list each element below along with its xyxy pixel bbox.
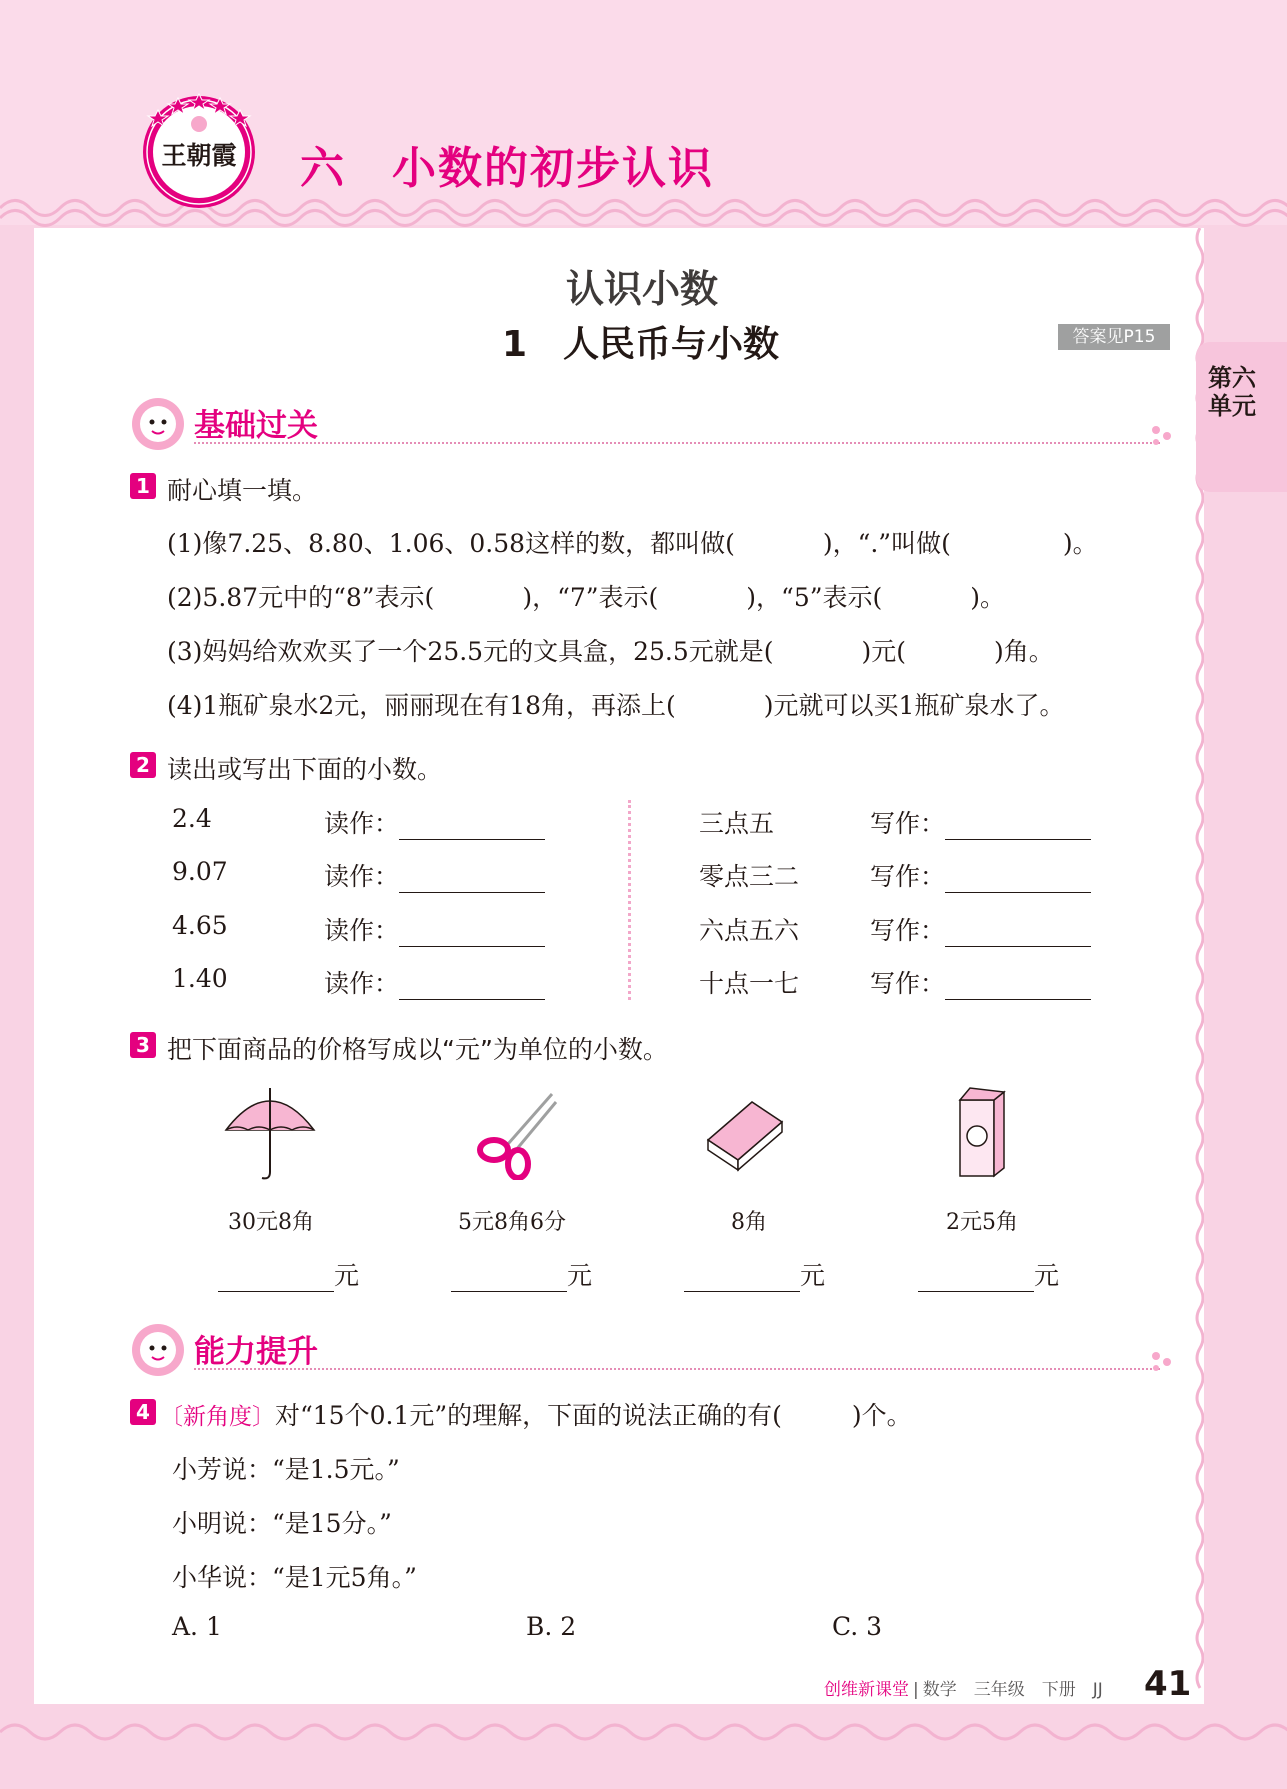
- section-title: 认识小数: [566, 267, 719, 311]
- answer-blank-3[interactable]: [684, 1265, 800, 1292]
- q2-read-row-3: [324, 911, 545, 947]
- scissors-icon: [476, 1088, 560, 1180]
- yuan-unit: 元: [334, 1261, 360, 1290]
- q1-item-4-text-a: (4)1瓶矿泉水2元，丽丽现在有18角，再添上(: [167, 691, 676, 720]
- q2-read-blank-1[interactable]: [399, 813, 545, 840]
- q2-write-blank-3[interactable]: [945, 920, 1091, 947]
- unit-title: 六 小数的初步认识: [300, 143, 714, 194]
- q2-read-number-2: 9.07: [172, 857, 228, 886]
- yuan-unit: 元: [800, 1261, 826, 1290]
- q4-stem-b: )个。: [851, 1401, 912, 1430]
- footer-text: 创维新课堂 | 数学 三年级 下册 JJ: [824, 1680, 1103, 1700]
- answer-reference: 答案见P15: [1058, 324, 1170, 350]
- question-1-title: 耐心填一填。: [167, 476, 318, 505]
- yuan-unit: 元: [567, 1261, 593, 1290]
- price-milk: 2元5角: [946, 1210, 1018, 1235]
- unit-side-tab: [1196, 342, 1287, 492]
- part1-title: 基础过关: [194, 408, 318, 444]
- price-umbrella: 30元8角: [228, 1210, 314, 1235]
- boy-avatar-icon: [128, 1320, 190, 1376]
- q2-write-row-3: [870, 911, 1091, 947]
- q1-item-2-text-c: )，“5”表示(: [746, 583, 883, 612]
- q2-read-blank-3[interactable]: [399, 920, 545, 947]
- answer-row-1: [218, 1256, 359, 1292]
- new-angle-tag: 〔新角度〕: [160, 1404, 275, 1430]
- q1-item-1-text-a: (1)像7.25、8.80、1.06、0.58这样的数，都叫做(: [167, 529, 735, 558]
- q2-read-blank-4[interactable]: [399, 973, 545, 1000]
- question-1-number: 1: [130, 473, 156, 499]
- q2-write-words-3: 六点五六: [699, 916, 800, 945]
- eraser-icon: [702, 1094, 788, 1174]
- answer-blank-1[interactable]: [218, 1265, 334, 1292]
- q1-item-2: [167, 578, 1005, 614]
- q1-item-3-text-c: )角。: [994, 637, 1054, 666]
- footer-brand: 创维新课堂: [824, 1680, 909, 1700]
- q1-item-1-text-b: )，“.”叫做(: [822, 529, 951, 558]
- q2-read-number-1: 2.4: [172, 804, 212, 833]
- milk-carton-icon: [954, 1084, 1010, 1182]
- umbrella-icon: [222, 1082, 318, 1184]
- statement-xiaoming: 小明说：“是15分。”: [172, 1509, 392, 1538]
- q2-read-row-1: [324, 804, 545, 840]
- question-3-title: 把下面商品的价格写成以“元”为单位的小数。: [167, 1035, 668, 1064]
- q2-read-row-2: [324, 857, 545, 893]
- answer-blank-4[interactable]: [918, 1265, 1034, 1292]
- write-label: 写作：: [870, 809, 946, 838]
- read-label: 读作：: [324, 862, 400, 891]
- logo-text: 王朝霞: [161, 141, 237, 170]
- part1-divider: [194, 442, 1160, 444]
- answer-row-4: [918, 1256, 1059, 1292]
- q2-write-blank-4[interactable]: [945, 973, 1091, 1000]
- q2-write-row-4: [870, 964, 1091, 1000]
- q2-write-words-4: 十点一七: [699, 969, 800, 998]
- read-label: 读作：: [324, 809, 400, 838]
- answer-row-3: [684, 1256, 825, 1292]
- brand-logo: [138, 88, 260, 210]
- q2-write-row-2: [870, 857, 1091, 893]
- footer-wave: [0, 1718, 1287, 1758]
- dots-decoration-icon: [1148, 422, 1174, 448]
- q1-item-2-text-b: )，“7”表示(: [522, 583, 659, 612]
- dots-decoration-icon: [1148, 1348, 1174, 1374]
- q2-write-row-1: [870, 804, 1091, 840]
- girl-avatar-icon: [128, 394, 190, 450]
- yuan-unit: 元: [1034, 1261, 1060, 1290]
- question-2-title: 读出或写出下面的小数。: [167, 755, 443, 784]
- question-4-stem: [160, 1396, 912, 1432]
- option-a[interactable]: A. 1: [172, 1612, 222, 1641]
- part2-title: 能力提升: [194, 1334, 318, 1370]
- answer-row-2: [451, 1256, 592, 1292]
- statement-xiaohua: 小华说：“是1元5角。”: [172, 1563, 417, 1592]
- read-label: 读作：: [324, 969, 400, 998]
- q2-read-row-4: [324, 964, 545, 1000]
- q2-column-divider: [628, 800, 631, 1000]
- price-eraser: 8角: [731, 1210, 767, 1235]
- q1-item-4-text-b: )元就可以买1瓶矿泉水了。: [763, 691, 1065, 720]
- page-number: 41: [1144, 1664, 1192, 1704]
- q1-item-4: [167, 686, 1064, 722]
- q1-item-1: [167, 524, 1098, 560]
- q1-item-2-text-a: (2)5.87元中的“8”表示(: [167, 583, 435, 612]
- q1-item-3-text-a: (3)妈妈给欢欢买了一个25.5元的文具盒，25.5元就是(: [167, 637, 774, 666]
- q1-item-2-text-d: )。: [970, 583, 1006, 612]
- write-label: 写作：: [870, 916, 946, 945]
- part2-divider: [194, 1368, 1160, 1370]
- side-tab-label: 第六单元: [1208, 364, 1256, 420]
- question-3-number: 3: [130, 1032, 156, 1058]
- option-b[interactable]: B. 2: [526, 1612, 577, 1641]
- q4-stem-a: 对“15个0.1元”的理解，下面的说法正确的有(: [275, 1401, 782, 1430]
- q2-write-blank-2[interactable]: [945, 866, 1091, 893]
- q1-item-1-text-c: )。: [1062, 529, 1098, 558]
- price-scissors: 5元8角6分: [458, 1210, 566, 1235]
- q2-read-number-3: 4.65: [172, 911, 228, 940]
- option-c[interactable]: C. 3: [832, 1612, 883, 1641]
- question-4-number: 4: [130, 1399, 156, 1425]
- q1-item-3: [167, 632, 1054, 668]
- question-2-number: 2: [130, 752, 156, 778]
- write-label: 写作：: [870, 969, 946, 998]
- answer-blank-2[interactable]: [451, 1265, 567, 1292]
- q2-write-words-2: 零点三二: [699, 862, 800, 891]
- q1-item-3-text-b: )元(: [861, 637, 907, 666]
- footer-info: 数学 三年级 下册 JJ: [922, 1680, 1103, 1700]
- q2-write-words-1: 三点五: [699, 809, 775, 838]
- read-label: 读作：: [324, 916, 400, 945]
- lesson-title: 1 人民币与小数: [502, 324, 780, 365]
- q2-write-blank-1[interactable]: [945, 813, 1091, 840]
- write-label: 写作：: [870, 862, 946, 891]
- statement-xiaofang: 小芳说：“是1.5元。”: [172, 1455, 400, 1484]
- q2-read-blank-2[interactable]: [399, 866, 545, 893]
- q2-read-number-4: 1.40: [172, 964, 228, 993]
